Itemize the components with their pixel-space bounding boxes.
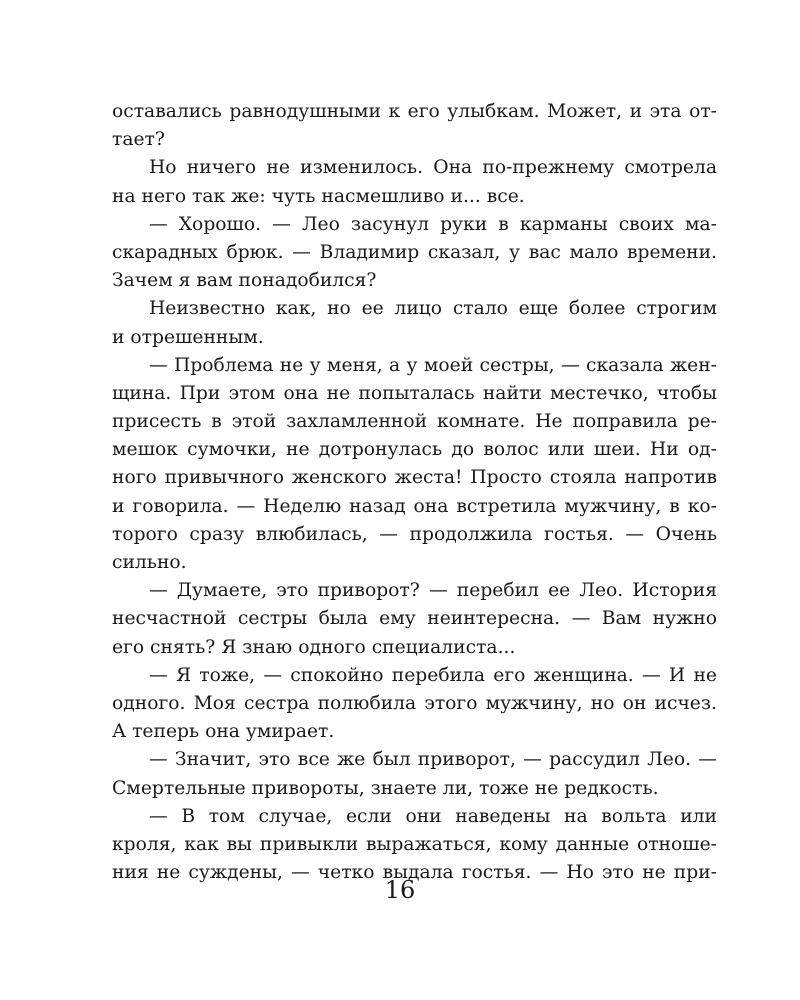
- text-line: Смертельные привороты, знаете ли, тоже не редкость.: [112, 777, 659, 799]
- text-line: — Значит, это все же был приворот, — рассудил Лео. —: [149, 749, 717, 771]
- text-line: Зачем я вам понадобился?: [112, 270, 377, 292]
- text-line: торого сразу влюбилась, — продолжила гостья. — Очень: [112, 523, 717, 545]
- text-line: присесть в этой захламленной комнате. Не поправила ре-: [112, 411, 717, 433]
- text-line: оставались равнодушными к его улыбкам. Может, и эта от-: [112, 101, 717, 122]
- text-line: тает?: [112, 129, 165, 151]
- text-line: — Думаете, это приворот? — перебил ее Лео. История: [149, 580, 717, 602]
- body-text: [112, 98, 717, 887]
- text-line: — Хорошо. — Лео засунул руки в карманы своих ма-: [149, 213, 717, 235]
- text-line: Неизвестно как, но ее лицо стало еще более строгим: [149, 298, 717, 320]
- text-line: и говорила. — Неделю назад она встретила мужчину, в ко-: [112, 495, 717, 517]
- page-number: 16: [384, 876, 416, 904]
- text-line: — Я тоже, — спокойно перебила его женщина. — И не: [149, 664, 717, 686]
- text-line: его снять? Я знаю одного специалиста...: [112, 636, 516, 658]
- text-line: А теперь она умирает.: [112, 721, 335, 743]
- text-line: кроля, как вы привыкли выражаться, кому данные отноше-: [112, 833, 717, 855]
- text-line: сильно.: [112, 552, 187, 573]
- text-line: щина. При этом она не попыталась найти местечко, чтобы: [112, 382, 717, 404]
- text-line: мешок сумочки, не дотронулась до волос или шеи. Ни од-: [112, 439, 717, 461]
- text-line: — В том случае, если они наведены на вольта или: [149, 805, 717, 827]
- text-line: — Проблема не у меня, а у моей сестры, — сказала жен-: [149, 354, 717, 376]
- text-line: ния не суждены, — четко выдала гостья. — Но это не при-: [112, 862, 717, 884]
- text-line: скарадных брюк. — Владимир сказал, у вас мало времени.: [112, 241, 717, 263]
- text-line: и отрешенным.: [112, 326, 264, 348]
- text-line: одного. Моя сестра полюбила этого мужчину, но он исчез.: [112, 692, 717, 714]
- text-line: Но ничего не изменилось. Она по-прежнему смотрела: [149, 157, 717, 179]
- text-line: на него так же: чуть насмешливо и... все.: [112, 185, 525, 207]
- text-line: несчастной сестры была ему неинтересна. — Вам нужно: [112, 608, 717, 630]
- text-line: ного привычного женского жеста! Просто стояла напротив: [112, 467, 717, 489]
